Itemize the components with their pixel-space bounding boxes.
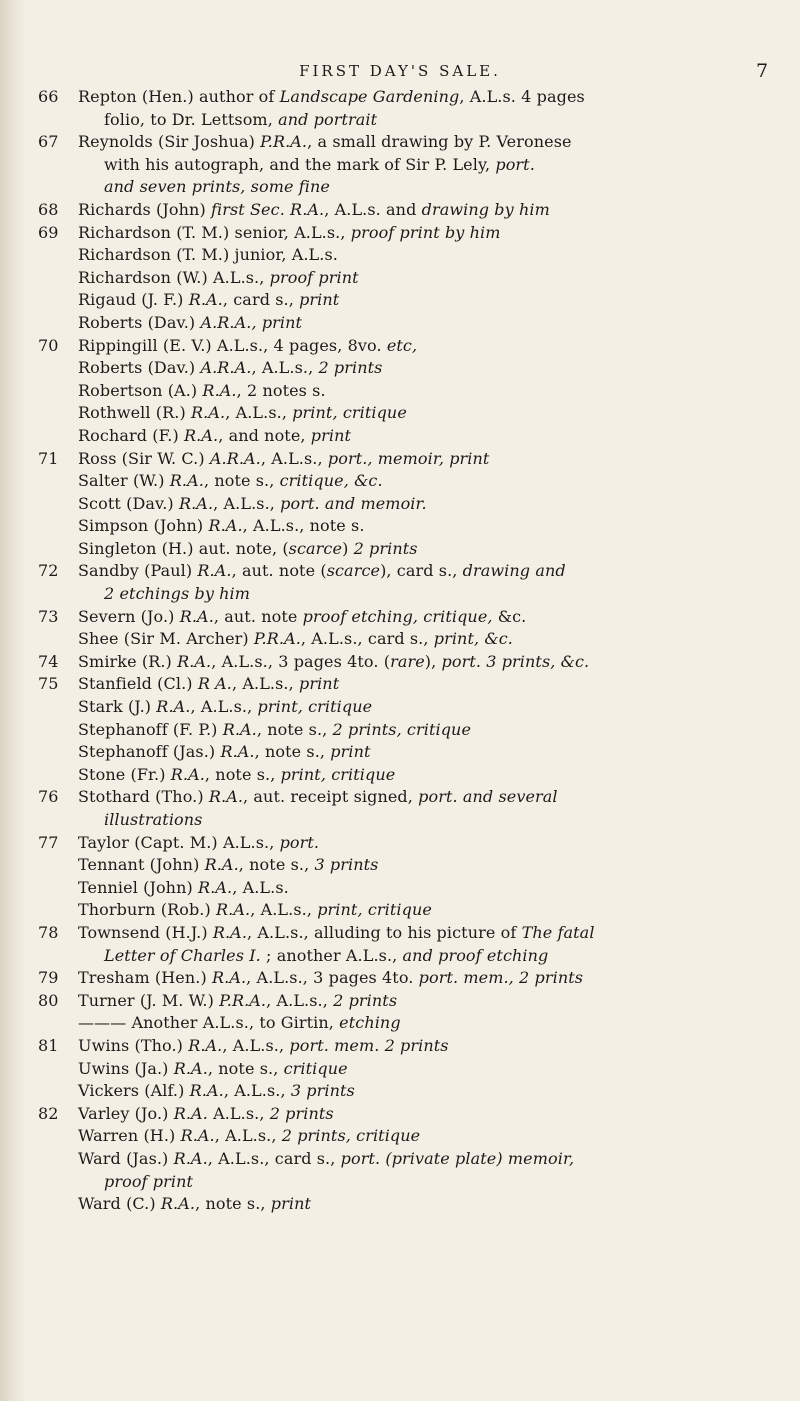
lot-number: 80 (38, 990, 59, 1010)
roman-text: Tenniel (John) (78, 877, 199, 897)
roman-text: &c. (492, 606, 527, 626)
lot-description (78, 786, 558, 809)
lot-description (78, 199, 550, 222)
italic-text: R.A. (160, 1194, 196, 1214)
lot-number: 68 (38, 199, 59, 219)
lot-description (78, 1125, 420, 1148)
italic-text: Letter of Charles I. (104, 945, 261, 965)
catalogue-line (38, 335, 788, 358)
roman-text: , A.L.s. (232, 877, 289, 897)
lot-number: 72 (38, 561, 59, 581)
italic-text: R.A. (211, 968, 247, 988)
italic-text: P.R.A. (260, 132, 308, 152)
lot-description (78, 1148, 574, 1171)
italic-text: port. and memoir. (280, 493, 427, 513)
roman-text: ; another A.L.s., (260, 945, 403, 965)
italic-text: R.A. (173, 1058, 208, 1078)
italic-text: and proof etching (402, 945, 549, 965)
catalogue-line (38, 312, 788, 335)
lot-description (78, 967, 583, 990)
roman-text: , A.L.s., (250, 900, 318, 920)
lot-description (78, 402, 407, 425)
catalogue-line (38, 764, 788, 787)
lot-number: 73 (38, 606, 59, 626)
italic-text: print (310, 425, 352, 445)
catalogue-line (38, 131, 788, 154)
page-edge-shadow (0, 0, 26, 1401)
italic-text: print, &c. (433, 629, 513, 649)
catalogue-line (38, 922, 788, 945)
catalogue-line (38, 1012, 788, 1035)
italic-text: port. (private plate) memoir, (340, 1148, 575, 1168)
catalogue-line (38, 719, 788, 742)
roman-text: , A.L.s., (190, 697, 258, 717)
lot-description (78, 741, 371, 764)
roman-text: , A.L.s. and (324, 199, 422, 219)
italic-text: 2 prints, critique (281, 1126, 421, 1146)
catalogue-line (38, 832, 788, 855)
italic-text: scarce (326, 561, 381, 581)
italic-text: 2 prints (353, 538, 418, 558)
lot-number: 67 (38, 132, 59, 152)
roman-text: , A.L.s. 4 pages (459, 87, 585, 106)
italic-text: drawing and (462, 561, 566, 581)
roman-text: Stark (J.) (78, 697, 157, 717)
lot-description (78, 854, 378, 877)
roman-text: Uwins (Ja.) (78, 1058, 174, 1078)
roman-text: A.L.s., (207, 1103, 270, 1123)
lot-description (78, 131, 572, 154)
catalogue-line (38, 154, 788, 177)
roman-text: , A.L.s., (251, 358, 319, 378)
roman-text: , 2 notes s. (236, 380, 326, 400)
italic-text: Landscape Gardening (279, 87, 460, 106)
lot-description (78, 673, 339, 696)
roman-text: Singleton (H.) aut. note, ( (78, 538, 289, 558)
roman-text: , aut. note ( (231, 561, 327, 581)
lot-description (104, 1171, 193, 1194)
italic-text: port. mem., 2 prints (418, 968, 584, 988)
italic-text: rare (390, 651, 425, 671)
lot-number: 77 (38, 832, 59, 852)
roman-text: Salter (W.) (78, 471, 170, 491)
lot-number: 66 (38, 87, 59, 106)
lot-description (104, 154, 535, 177)
italic-text: R.A. (180, 1126, 215, 1146)
italic-text: port. and several (418, 787, 558, 807)
roman-text: , A.L.s., (225, 403, 293, 423)
catalogue-lot-list (38, 86, 788, 1216)
italic-text: R A. (197, 674, 232, 694)
catalogue-line (38, 560, 788, 583)
lot-description (104, 583, 250, 606)
roman-text: Richards (John) (78, 199, 211, 219)
lot-description (78, 990, 397, 1013)
roman-text: folio, to Dr. Lettsom, (104, 109, 279, 129)
italic-text: critique (283, 1058, 348, 1078)
catalogue-line (38, 583, 788, 606)
lot-description (78, 538, 418, 561)
catalogue-line (38, 854, 788, 877)
roman-text: Rothwell (R.) (78, 403, 192, 423)
roman-text: Ross (Sir W. C.) (78, 448, 210, 468)
roman-text: ) (342, 538, 354, 558)
italic-text: 2 prints (318, 358, 383, 378)
catalogue-line (38, 222, 788, 245)
italic-text: port. (279, 832, 320, 852)
italic-text: R.A. (173, 1103, 208, 1123)
roman-text: Rigaud (J. F.) (78, 290, 189, 310)
roman-text: , note s., (207, 1058, 284, 1078)
roman-text: , note s., (195, 1194, 271, 1214)
italic-text: R.A. (179, 606, 214, 626)
roman-text: , A.L.s., card s., (207, 1148, 341, 1168)
roman-text: Tennant (John) (78, 855, 205, 875)
italic-text: R.A. (177, 651, 212, 671)
italic-text: P.R.A. (219, 990, 267, 1010)
italic-text: R.A. (216, 900, 251, 920)
roman-text: , A.L.s., (266, 990, 334, 1010)
catalogue-line (38, 448, 788, 471)
italic-text: and portrait (278, 109, 378, 129)
roman-text: Robertson (A.) (78, 380, 203, 400)
italic-text: R.A. (197, 561, 232, 581)
roman-text: , A.L.s., (213, 493, 281, 513)
roman-text: Rochard (F.) (78, 425, 185, 445)
lot-number: 70 (38, 335, 59, 355)
catalogue-line (38, 877, 788, 900)
italic-text: proof print by him (350, 222, 501, 242)
italic-text: and seven prints, some fine (104, 177, 330, 197)
roman-text: , A.L.s., 3 pages 4to. (246, 968, 419, 988)
catalogue-line (38, 1125, 788, 1148)
catalogue-line (38, 1171, 788, 1194)
italic-text: 2 etchings by him (104, 584, 251, 604)
catalogue-line (38, 651, 788, 674)
roman-text: Townsend (H.J.) (78, 922, 213, 942)
running-head: FIRST DAY'S SALE. (299, 62, 501, 80)
catalogue-line (38, 945, 788, 968)
roman-text: , note s., (203, 471, 280, 491)
lot-description (104, 809, 202, 832)
italic-text: 2 prints (269, 1103, 334, 1123)
roman-text: Smirke (R.) (78, 651, 178, 671)
italic-text: 2 prints (333, 990, 398, 1010)
catalogue-line (38, 673, 788, 696)
roman-text: , A.L.s., alluding to his picture of (247, 922, 522, 942)
catalogue-line (38, 289, 788, 312)
lot-description (78, 922, 595, 945)
italic-text: R.A. (202, 380, 237, 400)
roman-text: Varley (Jo.) (78, 1103, 174, 1123)
catalogue-line (38, 606, 788, 629)
roman-text: Vickers (Alf.) (78, 1081, 190, 1101)
italic-text: R.A. (189, 1081, 224, 1101)
lot-description (78, 764, 395, 787)
roman-text: , A.L.s., (223, 1081, 291, 1101)
lot-description (78, 493, 427, 516)
lot-description (78, 1035, 449, 1058)
page-number: 7 (756, 60, 769, 82)
italic-text: print, critique (280, 764, 396, 784)
lot-description (78, 606, 526, 629)
catalogue-line (38, 628, 788, 651)
roman-text: , A.L.s., (260, 448, 328, 468)
roman-text: Stephanoff (F. P.) (78, 719, 223, 739)
roman-text: , A.L.s., (232, 674, 299, 694)
lot-description (78, 289, 339, 312)
catalogue-line (38, 809, 788, 832)
italic-text: etching (339, 1013, 401, 1033)
italic-text: R.A. (184, 425, 219, 445)
roman-text: Richardson (W.) A.L.s., (78, 267, 270, 287)
roman-text: Repton (Hen.) author of (78, 87, 280, 106)
lot-description (78, 696, 372, 719)
lot-number: 78 (38, 922, 59, 942)
lot-description (78, 719, 471, 742)
lot-number: 82 (38, 1103, 59, 1123)
italic-text: illustrations (104, 810, 203, 829)
catalogue-line (38, 741, 788, 764)
italic-text: port. mem. 2 prints (289, 1035, 449, 1055)
roman-text: ——— Another A.L.s., to Girtin, (78, 1013, 340, 1033)
italic-text: scarce (288, 538, 343, 558)
lot-description (78, 1012, 401, 1035)
italic-text: R.A. (212, 922, 248, 942)
italic-text: print (299, 290, 340, 310)
catalogue-line (38, 786, 788, 809)
italic-text: print (330, 742, 371, 762)
catalogue-line (38, 470, 788, 493)
italic-text: R.A. (191, 403, 226, 423)
roman-text: , A.L.s., note s. (242, 516, 365, 536)
italic-text: proof etching, critique, (302, 606, 493, 626)
roman-text: Thorburn (Rob.) (78, 900, 217, 920)
lot-description (104, 109, 377, 132)
italic-text: R.A. (204, 855, 239, 875)
roman-text: Rippingill (E. V.) A.L.s., 4 pages, 8vo. (78, 335, 387, 355)
catalogue-line (38, 1058, 788, 1081)
catalogue-line (38, 899, 788, 922)
italic-text: R.A. (188, 290, 223, 310)
italic-text: 3 prints (290, 1081, 355, 1101)
italic-text: The fatal (521, 922, 595, 942)
lot-description (78, 222, 501, 245)
lot-number: 71 (38, 448, 59, 468)
catalogue-line (38, 1035, 788, 1058)
roman-text: Shee (Sir M. Archer) (78, 629, 254, 649)
italic-text: R.A. (222, 719, 257, 739)
roman-text: Taylor (Capt. M.) A.L.s., (78, 832, 280, 852)
roman-text: Stothard (Tho.) (78, 787, 209, 807)
lot-description (78, 86, 585, 109)
catalogue-line (38, 1103, 788, 1126)
lot-description (78, 1193, 311, 1216)
catalogue-line (38, 425, 788, 448)
roman-text: with his autograph, and the mark of Sir P. Lely, (104, 154, 496, 174)
lot-number: 75 (38, 674, 59, 694)
roman-text: , note s., (204, 764, 281, 784)
lot-description (78, 267, 359, 290)
catalogue-line (38, 402, 788, 425)
italic-text: print (299, 674, 340, 694)
italic-text: A.R.A. (209, 448, 261, 468)
italic-text: R.A. (169, 471, 204, 491)
catalogue-line (38, 515, 788, 538)
roman-text: , A.L.s., (222, 1035, 290, 1055)
roman-text: , A.L.s., 3 pages 4to. ( (211, 651, 391, 671)
italic-text: first Sec. R.A. (210, 199, 325, 219)
catalogue-line (38, 86, 788, 109)
roman-text: , A.L.s., (214, 1126, 282, 1146)
lot-number: 79 (38, 968, 59, 988)
catalogue-line (38, 538, 788, 561)
roman-text: , note s., (256, 719, 333, 739)
italic-text: R.A. (208, 516, 243, 536)
lot-description (78, 1103, 334, 1126)
catalogue-line (38, 199, 788, 222)
roman-text: Richardson (T. M.) senior, A.L.s., (78, 222, 351, 242)
italic-text: print, critique (292, 403, 407, 423)
roman-text: , and note, (218, 425, 311, 445)
roman-text: , note s., (254, 742, 331, 762)
lot-description (78, 1058, 348, 1081)
lot-description (78, 628, 513, 651)
roman-text: , aut. receipt signed, (243, 787, 419, 807)
lot-description (78, 380, 326, 403)
italic-text: R.A. (178, 493, 214, 513)
roman-text: , card s., (222, 290, 300, 310)
lot-description (78, 1080, 355, 1103)
roman-text: Ward (C.) (78, 1194, 161, 1214)
lot-description (78, 899, 432, 922)
roman-text: Uwins (Tho.) (78, 1035, 189, 1055)
italic-text: R.A. (208, 787, 244, 807)
catalogue-line (38, 109, 788, 132)
italic-text: A.R.A., print (200, 312, 303, 332)
italic-text: proof print (269, 267, 359, 287)
catalogue-line (38, 267, 788, 290)
roman-text: Reynolds (Sir Joshua) (78, 132, 261, 152)
lot-number: 81 (38, 1035, 59, 1055)
lot-description (78, 832, 319, 855)
italic-text: print (270, 1194, 312, 1214)
lot-description (78, 448, 489, 471)
roman-text: Turner (J. M. W.) (78, 990, 220, 1010)
italic-text: P.R.A. (253, 629, 301, 649)
lot-description (78, 425, 351, 448)
lot-description (104, 176, 330, 199)
roman-text: Stephanoff (Jas.) (78, 742, 221, 762)
catalogue-line (38, 1193, 788, 1216)
lot-description (78, 877, 289, 900)
roman-text: Sandby (Paul) (78, 561, 198, 581)
italic-text: R.A. (156, 697, 191, 717)
roman-text: Severn (Jo.) (78, 606, 180, 626)
italic-text: port. 3 prints, &c. (441, 651, 590, 671)
italic-text: etc, (386, 335, 418, 355)
italic-text: R.A. (188, 1035, 223, 1055)
lot-description (78, 244, 338, 267)
italic-text: critique, &c. (279, 471, 383, 491)
lot-description (78, 357, 382, 380)
roman-text: ), card s., (380, 561, 463, 581)
catalogue-line (38, 696, 788, 719)
lot-number: 69 (38, 222, 59, 242)
italic-text: R.A. (173, 1148, 208, 1168)
catalogue-line (38, 176, 788, 199)
italic-text: R.A. (220, 742, 255, 762)
roman-text: Stanfield (Cl.) (78, 674, 198, 694)
italic-text: proof print (104, 1171, 194, 1191)
italic-text: R.A. (198, 877, 233, 897)
italic-text: 3 prints (314, 855, 379, 875)
italic-text: port., memoir, print (327, 448, 490, 468)
roman-text: Scott (Dav.) (78, 493, 179, 513)
roman-text: Simpson (John) (78, 516, 209, 536)
roman-text: Warren (H.) (78, 1126, 181, 1146)
lot-description (78, 335, 417, 358)
lot-description (104, 945, 548, 968)
italic-text: print, critique (317, 900, 432, 920)
roman-text: Tresham (Hen.) (78, 968, 212, 988)
catalogue-line (38, 967, 788, 990)
roman-text: Richardson (T. M.) junior, A.L.s. (78, 245, 338, 265)
italic-text: port. (495, 154, 535, 174)
roman-text: Roberts (Dav.) (78, 312, 201, 332)
roman-text: Roberts (Dav.) (78, 358, 201, 378)
catalogue-line (38, 357, 788, 380)
catalogue-line (38, 1080, 788, 1103)
roman-text: , A.L.s., card s., (300, 629, 434, 649)
italic-text: R.A. (170, 764, 205, 784)
roman-text: , a small drawing by P. Veronese (307, 132, 572, 152)
lot-description (78, 560, 566, 583)
lot-number: 74 (38, 651, 59, 671)
roman-text: Ward (Jas.) (78, 1148, 174, 1168)
lot-description (78, 312, 302, 335)
catalogue-line (38, 380, 788, 403)
roman-text: , note s., (238, 855, 315, 875)
catalogue-line (38, 990, 788, 1013)
italic-text: A.R.A. (200, 358, 252, 378)
catalogue-line (38, 1148, 788, 1171)
italic-text: print, critique (257, 697, 373, 717)
italic-text: drawing by him (421, 199, 550, 219)
roman-text: ), (424, 651, 442, 671)
lot-number: 76 (38, 787, 59, 807)
catalogue-line (38, 493, 788, 516)
roman-text: , aut. note (213, 606, 303, 626)
lot-description (78, 651, 589, 674)
lot-description (78, 515, 365, 538)
roman-text: Stone (Fr.) (78, 764, 171, 784)
italic-text: 2 prints, critique (332, 719, 472, 739)
lot-description (78, 470, 383, 493)
catalogue-line (38, 244, 788, 267)
